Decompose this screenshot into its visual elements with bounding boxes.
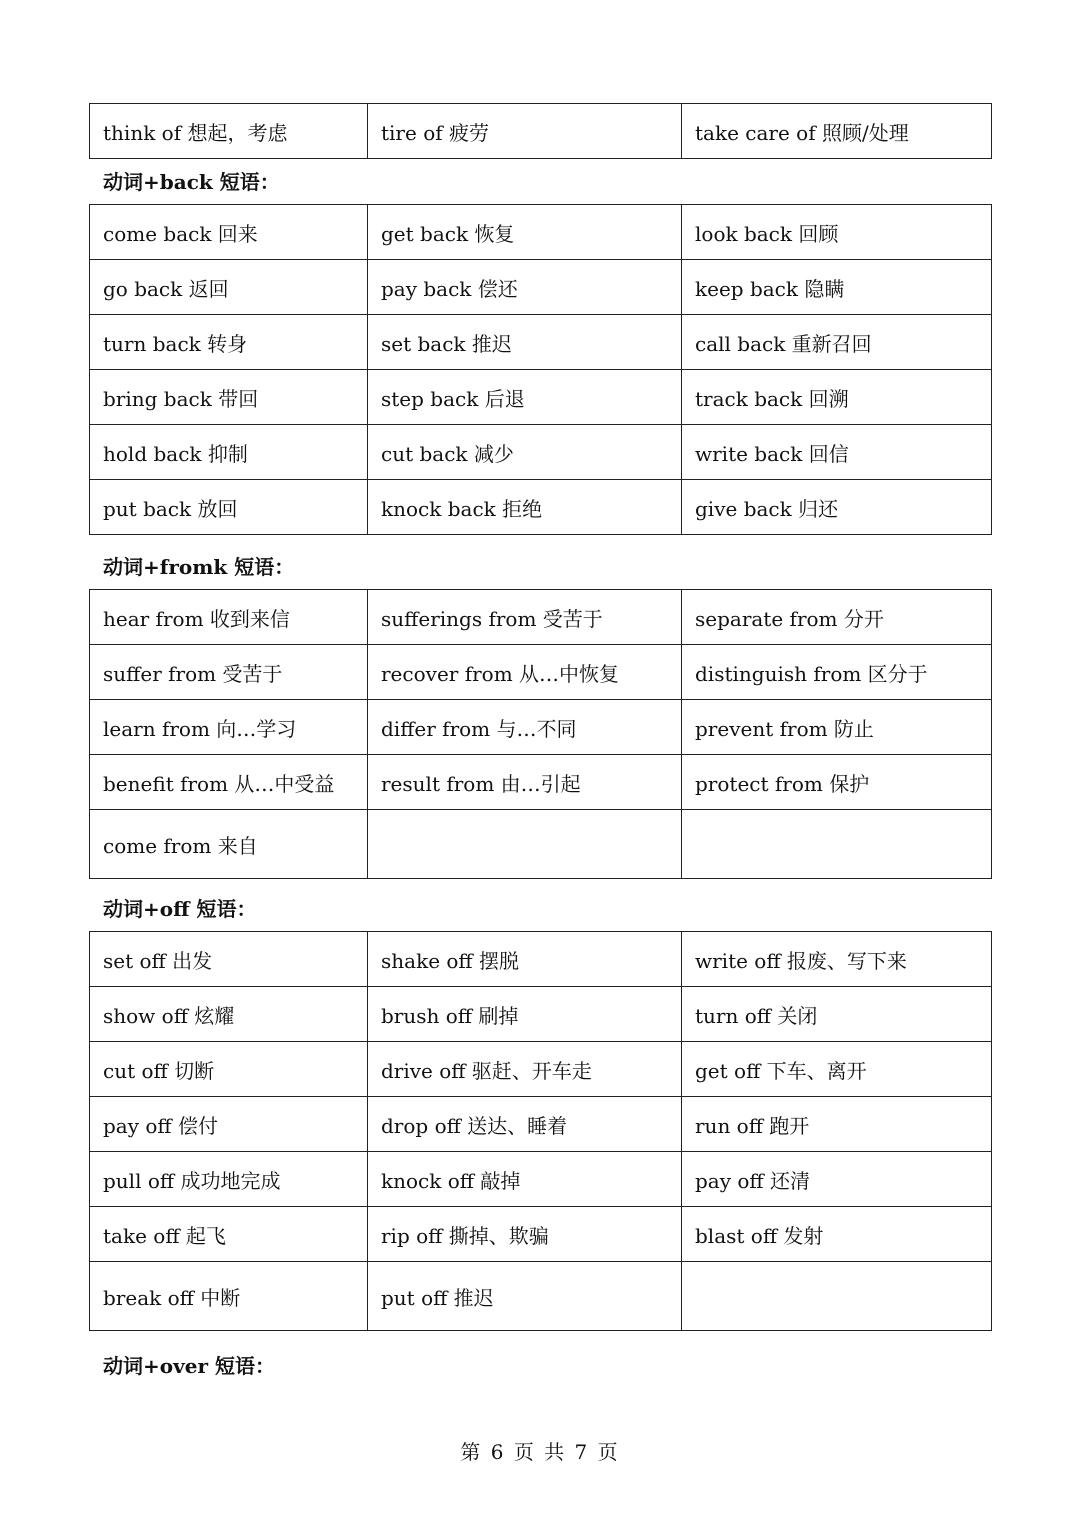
table-row — [90, 480, 992, 535]
over-section-heading: 动词+over 短语： — [103, 1354, 275, 1378]
table-cell: brush off 刷掉 — [368, 987, 682, 1042]
table-cell — [682, 1262, 992, 1331]
off-phrases-table — [89, 931, 992, 1331]
back-section-heading: 动词+back 短语： — [103, 170, 280, 194]
table-cell: get off 下车、离开 — [682, 1042, 992, 1097]
table-cell: pay off 偿付 — [90, 1097, 368, 1152]
table-cell: think of 想起，考虑 — [90, 104, 368, 159]
table-row — [90, 205, 992, 260]
table-row — [90, 810, 992, 879]
table-cell: break off 中断 — [90, 1262, 368, 1331]
table-cell: hear from 收到来信 — [90, 590, 368, 645]
table-row — [90, 1097, 992, 1152]
back-phrases-table — [89, 204, 992, 535]
table-cell: knock off 敲掉 — [368, 1152, 682, 1207]
table-cell: tire of 疲劳 — [368, 104, 682, 159]
table-row — [90, 104, 992, 159]
table-cell: keep back 隐瞒 — [682, 260, 992, 315]
table-cell: set off 出发 — [90, 932, 368, 987]
table-row — [90, 370, 992, 425]
table-row — [90, 1152, 992, 1207]
table-cell: result from 由…引起 — [368, 755, 682, 810]
table-cell: come from 来自 — [90, 810, 368, 879]
table-cell: put back 放回 — [90, 480, 368, 535]
table-cell: call back 重新召回 — [682, 315, 992, 370]
table-cell: prevent from 防止 — [682, 700, 992, 755]
table-cell: show off 炫耀 — [90, 987, 368, 1042]
table-cell: turn off 关闭 — [682, 987, 992, 1042]
table-cell: differ from 与…不同 — [368, 700, 682, 755]
table-row — [90, 1207, 992, 1262]
think-of-table — [89, 103, 992, 159]
from-section-heading: 动词+fromk 短语： — [103, 555, 295, 579]
table-row — [90, 1042, 992, 1097]
table-cell: go back 返回 — [90, 260, 368, 315]
table-cell: drop off 送达、睡着 — [368, 1097, 682, 1152]
table-cell: pay back 偿还 — [368, 260, 682, 315]
table-cell: suffer from 受苦于 — [90, 645, 368, 700]
table-cell: hold back 抑制 — [90, 425, 368, 480]
table-cell: track back 回溯 — [682, 370, 992, 425]
table-row — [90, 987, 992, 1042]
off-section-heading: 动词+off 短语： — [103, 897, 257, 921]
table-row — [90, 1262, 992, 1331]
table-cell: rip off 撕掉、欺骗 — [368, 1207, 682, 1262]
table-cell: distinguish from 区分于 — [682, 645, 992, 700]
table-cell: get back 恢复 — [368, 205, 682, 260]
table-row — [90, 645, 992, 700]
table-cell: write off 报废、写下来 — [682, 932, 992, 987]
page-number-footer: 第 6 页 共 7 页 — [460, 1440, 620, 1464]
table-cell: write back 回信 — [682, 425, 992, 480]
table-cell: give back 归还 — [682, 480, 992, 535]
table-cell: protect from 保护 — [682, 755, 992, 810]
table-cell: take care of 照顾/处理 — [682, 104, 992, 159]
table-row — [90, 425, 992, 480]
table-cell: recover from 从…中恢复 — [368, 645, 682, 700]
table-cell: cut back 减少 — [368, 425, 682, 480]
table-cell: shake off 摆脱 — [368, 932, 682, 987]
table-cell: pull off 成功地完成 — [90, 1152, 368, 1207]
table-row — [90, 260, 992, 315]
table-cell: benefit from 从…中受益 — [90, 755, 368, 810]
table-cell — [368, 810, 682, 879]
table-cell: knock back 拒绝 — [368, 480, 682, 535]
table-cell — [682, 810, 992, 879]
table-cell: step back 后退 — [368, 370, 682, 425]
table-cell: turn back 转身 — [90, 315, 368, 370]
table-cell: take off 起飞 — [90, 1207, 368, 1262]
table-cell: pay off 还清 — [682, 1152, 992, 1207]
table-cell: blast off 发射 — [682, 1207, 992, 1262]
table-row — [90, 315, 992, 370]
table-row — [90, 700, 992, 755]
table-cell: come back 回来 — [90, 205, 368, 260]
table-cell: put off 推迟 — [368, 1262, 682, 1331]
table-cell: run off 跑开 — [682, 1097, 992, 1152]
table-row — [90, 755, 992, 810]
table-cell: drive off 驱赶、开车走 — [368, 1042, 682, 1097]
table-cell: bring back 带回 — [90, 370, 368, 425]
table-cell: look back 回顾 — [682, 205, 992, 260]
table-cell: cut off 切断 — [90, 1042, 368, 1097]
table-cell: sufferings from 受苦于 — [368, 590, 682, 645]
from-phrases-table — [89, 589, 992, 879]
table-row — [90, 932, 992, 987]
table-row — [90, 590, 992, 645]
table-cell: separate from 分开 — [682, 590, 992, 645]
table-cell: set back 推迟 — [368, 315, 682, 370]
table-cell: learn from 向…学习 — [90, 700, 368, 755]
